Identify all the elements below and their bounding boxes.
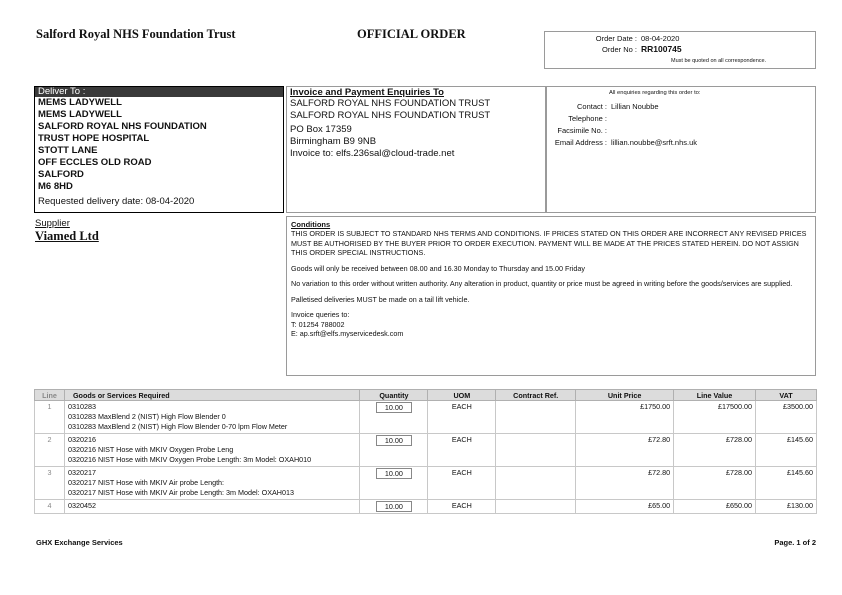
conditions-terms: THIS ORDER IS SUBJECT TO STANDARD NHS TERMS AND CONDITIONS. IF PRICES STATED ON THIS ORDER ARE INCORRECT ANY REVISED PRICES MUST BE AUTHORISED BY THE BUYER PRIOR TO ORDER EXECUTION. PAYMENT WILL BE MADE AT THE PRICES STATED HEREIN. DO NOT ASSIGN THIS ORDER SPECIAL INSTRUCTIONS. bbox=[291, 229, 807, 257]
invoice-queries-email: E: ap.srft@elfs.myservicedesk.com bbox=[291, 329, 404, 338]
invoice-heading: Invoice and Payment Enquiries To bbox=[290, 87, 444, 98]
invoice-line: Birmingham B9 9NB bbox=[290, 136, 377, 147]
invoice-box bbox=[286, 86, 546, 213]
cell-line-value: £728.00 bbox=[674, 434, 756, 467]
deliver-line: SALFORD bbox=[38, 169, 84, 180]
deliver-to-heading: Deliver To : bbox=[35, 87, 283, 97]
item-code: 0320216 bbox=[67, 435, 96, 444]
item-code: 0320217 bbox=[67, 468, 96, 477]
conditions-heading: Conditions bbox=[291, 220, 331, 229]
item-desc-short: 0310283 MaxBlend 2 (NIST) High Flow Blender 0 bbox=[67, 412, 226, 421]
conditions-variation: No variation to this order without written authority. Any alteration in product, quantity or price must be agreed in writing before the goods/services are supplied. bbox=[291, 279, 793, 288]
item-desc-short: 0320216 NIST Hose with MKIV Oxygen Probe Leng bbox=[67, 445, 234, 454]
table-row bbox=[35, 401, 817, 434]
table-header-row bbox=[35, 390, 817, 401]
cell-vat: £145.60 bbox=[755, 467, 816, 500]
invoice-line: PO Box 17359 bbox=[290, 124, 352, 135]
column-header-quantity: Quantity bbox=[360, 390, 428, 401]
enquiries-box bbox=[546, 86, 816, 213]
telephone-label: Telephone : bbox=[568, 114, 607, 123]
deliver-line: STOTT LANE bbox=[38, 145, 98, 156]
column-header-line-value: Line Value bbox=[674, 390, 756, 401]
cell-uom: EACH bbox=[428, 500, 496, 514]
cell-line: 1 bbox=[35, 401, 65, 434]
cell-line: 3 bbox=[35, 467, 65, 500]
order-date-label: Order Date : bbox=[595, 34, 637, 43]
cell-goods bbox=[64, 467, 359, 500]
quantity-box: 10.00 bbox=[376, 435, 412, 446]
trust-name: Salford Royal NHS Foundation Trust bbox=[36, 27, 236, 41]
cell-quantity bbox=[360, 500, 428, 514]
contact-value: Lillian Noubbe bbox=[611, 102, 659, 111]
table-row bbox=[35, 467, 817, 500]
column-header-line: Line bbox=[35, 390, 65, 401]
invoice-queries-phone: T: 01254 788002 bbox=[291, 319, 345, 329]
cell-contract-ref bbox=[496, 500, 576, 514]
supplier-label: Supplier bbox=[35, 218, 70, 229]
cell-line-value: £650.00 bbox=[674, 500, 756, 514]
requested-delivery-date: Requested delivery date: 08-04-2020 bbox=[38, 196, 195, 207]
cell-unit-price: £65.00 bbox=[576, 500, 674, 514]
quantity-box: 10.00 bbox=[376, 402, 412, 413]
deliver-line: MEMS LADYWELL bbox=[38, 97, 122, 108]
cell-quantity bbox=[360, 401, 428, 434]
item-code: 0320452 bbox=[67, 501, 96, 510]
cell-line-value: £728.00 bbox=[674, 467, 756, 500]
page-number: Page. 1 of 2 bbox=[774, 538, 816, 547]
cell-line: 4 bbox=[35, 500, 65, 514]
cell-uom: EACH bbox=[428, 434, 496, 467]
document-title: OFFICIAL ORDER bbox=[357, 27, 466, 41]
order-items-table bbox=[34, 389, 817, 514]
invoice-line: SALFORD ROYAL NHS FOUNDATION TRUST bbox=[290, 110, 491, 121]
table-row bbox=[35, 500, 817, 514]
order-no-label: Order No : bbox=[601, 45, 637, 54]
quantity-box: 10.00 bbox=[376, 468, 412, 479]
cell-goods bbox=[64, 401, 359, 434]
order-note: Must be quoted on all correspondence. bbox=[671, 58, 767, 64]
column-header-goods: Goods or Services Required bbox=[64, 390, 359, 401]
order-info-box bbox=[544, 31, 816, 69]
item-desc-full: 0320217 NIST Hose with MKIV Air probe Length: 3m Model: OXAH013 bbox=[67, 488, 294, 497]
supplier-name: Viamed Ltd bbox=[35, 229, 99, 243]
cell-vat: £130.00 bbox=[755, 500, 816, 514]
enquiries-heading: All enquiries regarding this order to: bbox=[609, 90, 701, 96]
deliver-line: MEMS LADYWELL bbox=[38, 109, 122, 120]
deliver-line: M6 8HD bbox=[38, 181, 73, 192]
item-desc-full: 0320216 NIST Hose with MKIV Oxygen Probe Length: 3m Model: OXAH010 bbox=[67, 455, 312, 464]
conditions-pallets: Palletised deliveries MUST be made on a tail lift vehicle. bbox=[291, 294, 470, 304]
order-no-value: RR100745 bbox=[641, 44, 682, 54]
cell-vat: £3500.00 bbox=[755, 401, 816, 434]
column-header-uom: UOM bbox=[428, 390, 496, 401]
deliver-line: OFF ECCLES OLD ROAD bbox=[38, 157, 152, 168]
item-desc-full: 0310283 MaxBlend 2 (NIST) High Flow Blender 0-70 lpm Flow Meter bbox=[67, 422, 288, 431]
invoice-email: Invoice to: elfs.236sal@cloud-trade.net bbox=[290, 148, 455, 159]
email-value: lillian.noubbe@srft.nhs.uk bbox=[611, 138, 697, 147]
cell-unit-price: £72.80 bbox=[576, 434, 674, 467]
column-header-unit-price: Unit Price bbox=[576, 390, 674, 401]
column-header-contract-ref: Contract Ref. bbox=[496, 390, 576, 401]
cell-contract-ref bbox=[496, 467, 576, 500]
item-code: 0310283 bbox=[67, 402, 96, 411]
cell-line-value: £17500.00 bbox=[674, 401, 756, 434]
deliver-to-box bbox=[34, 86, 284, 213]
invoice-queries-title: Invoice queries to: bbox=[291, 310, 350, 319]
cell-goods bbox=[64, 434, 359, 467]
cell-unit-price: £1750.00 bbox=[576, 401, 674, 434]
conditions-invoice-queries bbox=[291, 310, 811, 339]
cell-quantity bbox=[360, 434, 428, 467]
deliver-line: SALFORD ROYAL NHS FOUNDATION bbox=[38, 121, 207, 132]
quantity-box: 10.00 bbox=[376, 501, 412, 512]
table-row bbox=[35, 434, 817, 467]
cell-goods bbox=[64, 500, 359, 514]
invoice-line: SALFORD ROYAL NHS FOUNDATION TRUST bbox=[290, 98, 491, 109]
fax-label: Facsimile No. : bbox=[557, 126, 607, 135]
cell-vat: £145.60 bbox=[755, 434, 816, 467]
cell-unit-price: £72.80 bbox=[576, 467, 674, 500]
cell-line: 2 bbox=[35, 434, 65, 467]
deliver-line: TRUST HOPE HOSPITAL bbox=[38, 133, 150, 144]
conditions-box bbox=[286, 216, 816, 376]
cell-uom: EACH bbox=[428, 401, 496, 434]
column-header-vat: VAT bbox=[755, 390, 816, 401]
contact-label: Contact : bbox=[576, 102, 607, 111]
conditions-goods-hours: Goods will only be received between 08.00 and 16.30 Monday to Thursday and 15.00 Friday bbox=[291, 263, 585, 273]
cell-uom: EACH bbox=[428, 467, 496, 500]
footer-left: GHX Exchange Services bbox=[36, 538, 123, 547]
cell-quantity bbox=[360, 467, 428, 500]
cell-contract-ref bbox=[496, 401, 576, 434]
cell-contract-ref bbox=[496, 434, 576, 467]
deliver-address bbox=[35, 97, 283, 193]
order-date-value: 08-04-2020 bbox=[641, 34, 680, 43]
item-desc-short: 0320217 NIST Hose with MKIV Air probe Length: bbox=[67, 478, 225, 487]
email-label: Email Address : bbox=[554, 138, 607, 147]
